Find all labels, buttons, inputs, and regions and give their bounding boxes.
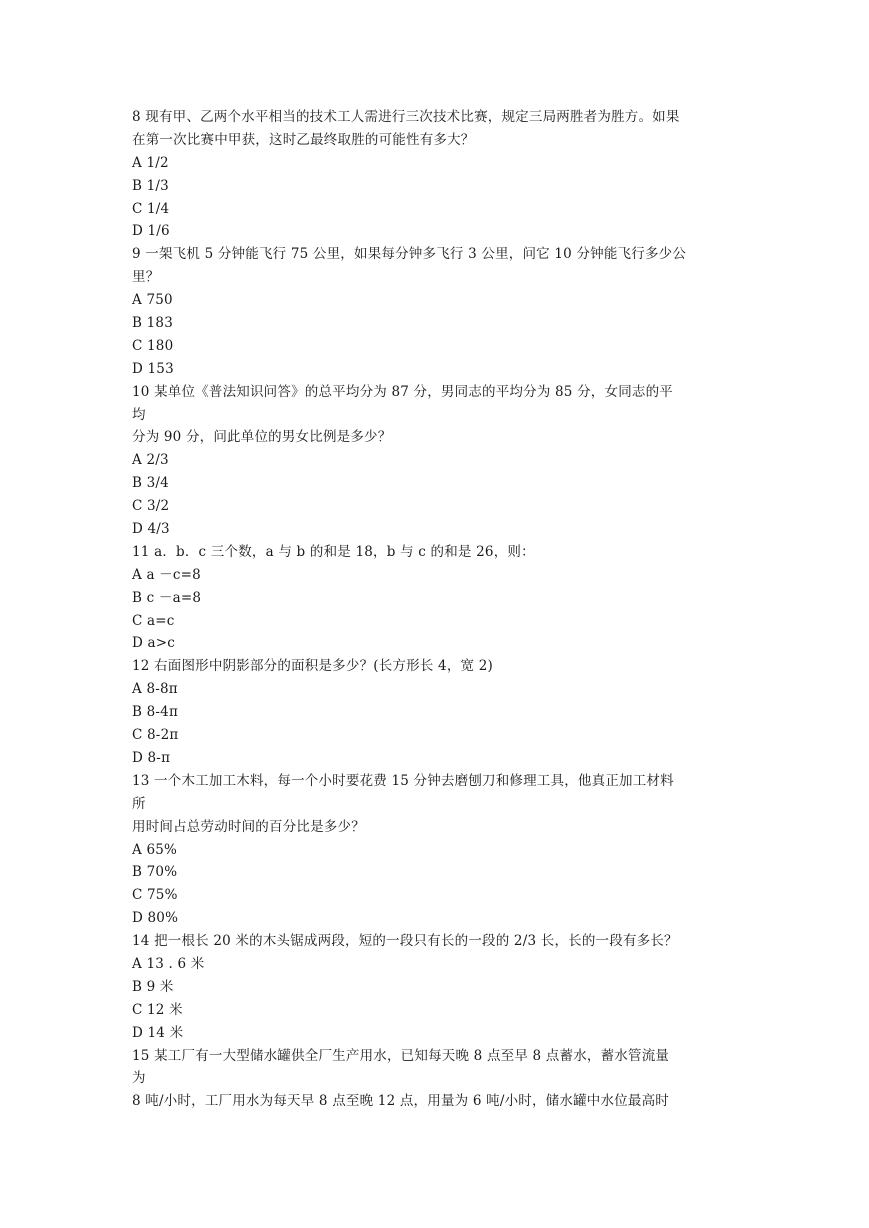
question-11-option-c: C a=c [132,612,175,629]
question-8-option-b: B 1/3 [132,177,169,194]
question-9-stem-line-1: 9 一架飞机 5 分钟能飞行 75 公里，如果每分钟多飞行 3 公里，问它 10 分钟能飞行多少公 [132,246,687,263]
question-11-option-b: B c －a=8 [132,589,202,606]
question-14-option-d: D 14 米 [132,1024,184,1041]
question-11-stem-line-1: 11 a．b．c 三个数，a 与 b 的和是 18，b 与 c 的和是 26，则： [132,543,535,560]
question-11-option-d: D a>c [132,635,176,652]
question-14-stem-line-1: 14 把一根长 20 米的木头锯成两段，短的一段只有长的一段的 2/3 长，长的一段有多长？ [132,933,678,950]
question-13-stem-line-1: 13 一个木工加工木料，每一个小时要花费 15 分钟去磨刨刀和修理工具，他真正加工材料 [132,772,674,789]
question-8-stem-line-2: 在第一次比赛中甲获，这时乙最终取胜的可能性有多大？ [132,131,475,148]
question-13-stem-line-2: 所 [132,795,146,812]
question-10-option-d: D 4/3 [132,521,170,538]
question-8-option-a: A 1/2 [132,154,169,171]
question-15-stem-line-2: 为 [132,1070,146,1087]
question-11-option-a: A a －c=8 [132,566,201,583]
question-10-option-a: A 2/3 [132,452,169,469]
question-8-option-d: D 1/6 [132,223,170,240]
question-10-stem-line-2: 均 [132,406,146,423]
question-12-option-d: D 8-π [132,749,171,766]
question-14-option-b: B 9 米 [132,978,174,995]
question-13-option-c: C 75% [132,887,178,904]
document-body [132,106,742,1113]
question-8-stem-line-1: 8 现有甲、乙两个水平相当的技术工人需进行三次技术比赛，规定三局两胜者为胜方。如果 [132,109,680,125]
question-10-option-c: C 3/2 [132,498,170,515]
question-9-option-b: B 183 [132,315,173,332]
question-13-option-a: A 65% [132,841,178,858]
question-10-stem-line-1: 10 某单位《普法知识问答》的总平均分为 87 分，男同志的平均分为 85 分，女同志的平 [132,383,673,400]
question-12-option-c: C 8-2π [132,727,179,744]
question-15-stem-line-1: 15 某工厂有一大型储水罐供全厂生产用水，已知每天晚 8 点至早 8 点蓄水，蓄水管流量 [132,1047,670,1064]
question-14-option-c: C 12 米 [132,1001,183,1018]
question-14-option-a: A 13 . 6 米 [132,955,205,972]
question-12-option-b: B 8-4π [132,704,179,721]
question-13-stem-line-3: 用时间占总劳动时间的百分比是多少？ [132,818,365,835]
question-8-option-c: C 1/4 [132,200,170,217]
question-13-option-d: D 80% [132,910,179,927]
question-9-option-d: D 153 [132,360,174,377]
question-13-option-b: B 70% [132,864,178,881]
question-12-stem-line-1: 12 右面图形中阴影部分的面积是多少？(长方形长 4，宽 2) [132,658,493,675]
question-10-stem-line-3: 分为 90 分，问此单位的男女比例是多少？ [132,429,392,446]
question-10-option-b: B 3/4 [132,475,169,492]
question-9-option-c: C 180 [132,337,174,354]
question-9-option-a: A 750 [132,292,173,309]
question-12-option-a: A 8-8π [132,681,178,698]
question-15-stem-line-3: 8 吨/小时，工厂用水为每天早 8 点至晚 12 点，用量为 6 吨/小时，储水罐中水位最高时 [132,1093,669,1110]
question-9-stem-line-2: 里？ [132,269,160,286]
